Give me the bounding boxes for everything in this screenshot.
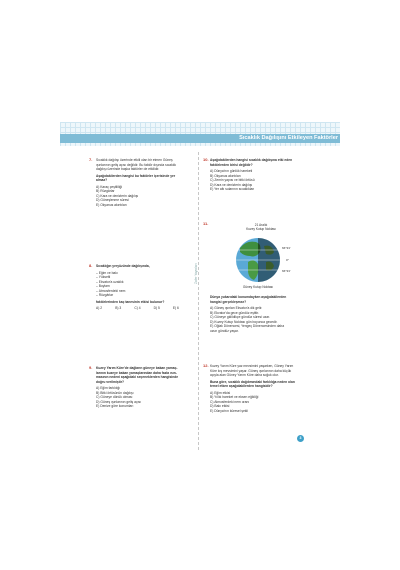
- option-a[interactable]: A) Dünya'nın günlük hareketi: [210, 169, 253, 173]
- bullet-item: – Yükselti: [96, 275, 111, 279]
- option-a[interactable]: A) Eğim etkisi: [210, 390, 231, 395]
- stem-line: Küre kış mevsimini yaşar. Güneş ışınlarının daha küçük: [210, 368, 292, 373]
- option-b[interactable]: B) Yıllık hareket ve eksen eğikliği: [210, 395, 259, 399]
- option-c[interactable]: C) Zemin yapısı ve bitki örtüsü: [210, 178, 255, 182]
- option-b[interactable]: B) Ekvator'da gece gündüz eşittir.: [210, 310, 260, 315]
- question-text: almaz?: [96, 178, 108, 182]
- option-e[interactable]: E) 6: [172, 306, 179, 310]
- bullet-item: – Eğim ve bakı: [96, 270, 118, 275]
- option-d[interactable]: D) Güneşlenme süresi: [96, 198, 129, 202]
- question-number: 9.: [89, 365, 93, 370]
- option-b[interactable]: B) Bitki örtüsünün dağılışı: [96, 390, 134, 395]
- option-d[interactable]: D) Kuzey Kutup Noktası gün boyunca gecedir.: [210, 319, 278, 324]
- question-text: hangisi gerçekleşmez?: [210, 299, 247, 304]
- stem-line: masının nedeni aşağıdaki seçeneklerden hangisinde: [96, 375, 179, 379]
- bullet-item: – Rüzgârlar: [96, 293, 114, 297]
- stem-line: Sıcaklığın yeryüzünde dağılışında,: [96, 264, 150, 268]
- latitude-label: 66°33': [282, 269, 291, 273]
- night-side: [258, 236, 284, 286]
- stem-line: larının kuzeye bakan yamaçlarından daha fazla ısın-: [96, 370, 177, 375]
- stem-line: doğru verilmiştir?: [96, 379, 125, 384]
- question-11-body: [210, 295, 308, 333]
- option-a[interactable]: A) Eğim farklılığı: [96, 386, 121, 390]
- option-c[interactable]: C) Güneye dönük olması: [96, 395, 133, 399]
- option-e[interactable]: E) Okyanus akıntıları: [96, 202, 127, 207]
- option-e[interactable]: E) Yer altı sularının sıcaklıkları: [210, 187, 255, 191]
- option-a[interactable]: A) Karaç çeşitliliği: [96, 184, 123, 189]
- south-pole-label: Güney Kutup Noktası: [242, 285, 274, 289]
- bullet-item: – Atmosferdeki nem: [96, 288, 126, 293]
- question-text: Aşağıdakilerden hangisi sıcaklık dağılışına etki eden: [210, 158, 293, 162]
- stem-line: ışınlarının geliş açısı değildir. Bu faktör dışında sıcaklık: [96, 162, 177, 167]
- option-c[interactable]: C) Güneye gidildikçe gündüz süresi uzar.: [210, 315, 270, 319]
- stem-line: Sıcaklık dağılışı üzerinde etkili olan bir etmen Güneş: [96, 158, 173, 162]
- option-a[interactable]: A) Güneş ışınları Ekvator'a dik gelir.: [210, 306, 263, 310]
- column-divider: [198, 152, 199, 450]
- option-d[interactable]: D) Kara ve denizlerin dağılışı: [210, 182, 253, 187]
- question-number: 7.: [89, 157, 93, 162]
- option-d[interactable]: D) 5: [153, 306, 160, 310]
- option-b[interactable]: B) Rüzgârlar: [96, 189, 115, 193]
- question-number: 8.: [89, 263, 93, 268]
- globe-diagram: [226, 222, 296, 294]
- option-c[interactable]: C) Atmosferdeki nem oranı: [210, 399, 250, 404]
- latitude-label: 66°33': [282, 246, 291, 250]
- question-8: [89, 263, 192, 311]
- page-title: Sıcaklık Dağılışını Etkileyen Faktörler: [239, 135, 338, 141]
- stem-line: Kuzey Yarım Küre'de dağların güneye bakan yamaç-: [96, 366, 178, 370]
- question-text: Buna göre, sıcaklık dağılımındaki farklılığa neden olan: [210, 379, 295, 384]
- option-e[interactable]: E) Oğlak Dönencesi, Yengeç Dönencesinden daha: [210, 324, 285, 328]
- options-row: [96, 306, 192, 311]
- question-7: [89, 157, 188, 207]
- question-text: faktörlerinden kaç tanesinin etkisi bulunur?: [96, 299, 165, 304]
- stem-line: açıyla alan Güney Yarım Küre daha soğuk olur.: [210, 373, 279, 377]
- latitude-label: 0°: [286, 258, 289, 262]
- option-b[interactable]: B) Okyanus akıntıları: [210, 173, 241, 178]
- landmass: [240, 242, 261, 257]
- date-label: 21 Aralık: [254, 223, 268, 227]
- question-10: [203, 157, 308, 192]
- question-9: [89, 365, 192, 409]
- stem-line: dağılışı üzerinde başka faktörler de etkilidir.: [96, 167, 160, 171]
- question-text: faktörlerden birisi değildir?: [210, 162, 253, 167]
- question-number: 12.: [203, 363, 209, 368]
- bullet-item: – Ekvator'a uzaklık: [96, 279, 124, 284]
- option-d[interactable]: D) Güneş ışınlarının geliş açısı: [96, 399, 142, 404]
- question-text: Dünya yukarıdaki konumdayken aşağıdakilerden: [210, 295, 287, 299]
- option-c[interactable]: C) Kara ve denizlerin dağılışı: [96, 193, 139, 198]
- option-d[interactable]: D) Bakı etkisi: [210, 404, 230, 408]
- option-e[interactable]: E) Dünya'nın küresel şekli: [210, 408, 249, 413]
- question-text: temel etken aşağıdakilerden hangisidir?: [210, 384, 273, 388]
- page-number-badge: 3: [297, 435, 304, 442]
- option-e[interactable]: E) Denize göre konumları: [96, 404, 134, 408]
- question-12: [203, 363, 310, 413]
- option-e-cont: uzun gündüz yaşar.: [210, 328, 239, 333]
- stem-line: Kuzey Yarım Küre yaz mevsimini yaşarken, Güney Yarım: [210, 364, 294, 368]
- option-b[interactable]: B) 3: [115, 306, 122, 310]
- option-a[interactable]: A) 2: [96, 306, 103, 310]
- side-label: Zafer Yayınları: [194, 263, 198, 284]
- question-number: 10.: [203, 157, 209, 162]
- bullet-item: – Boylam: [96, 284, 110, 288]
- question-text: Aşağıdakilerden hangisi bu faktörler içerisinde yer: [96, 173, 176, 178]
- option-c[interactable]: C) 4: [134, 306, 141, 310]
- question-number: 11.: [203, 221, 209, 226]
- north-pole-label: Kuzey Kutup Noktası: [246, 227, 276, 231]
